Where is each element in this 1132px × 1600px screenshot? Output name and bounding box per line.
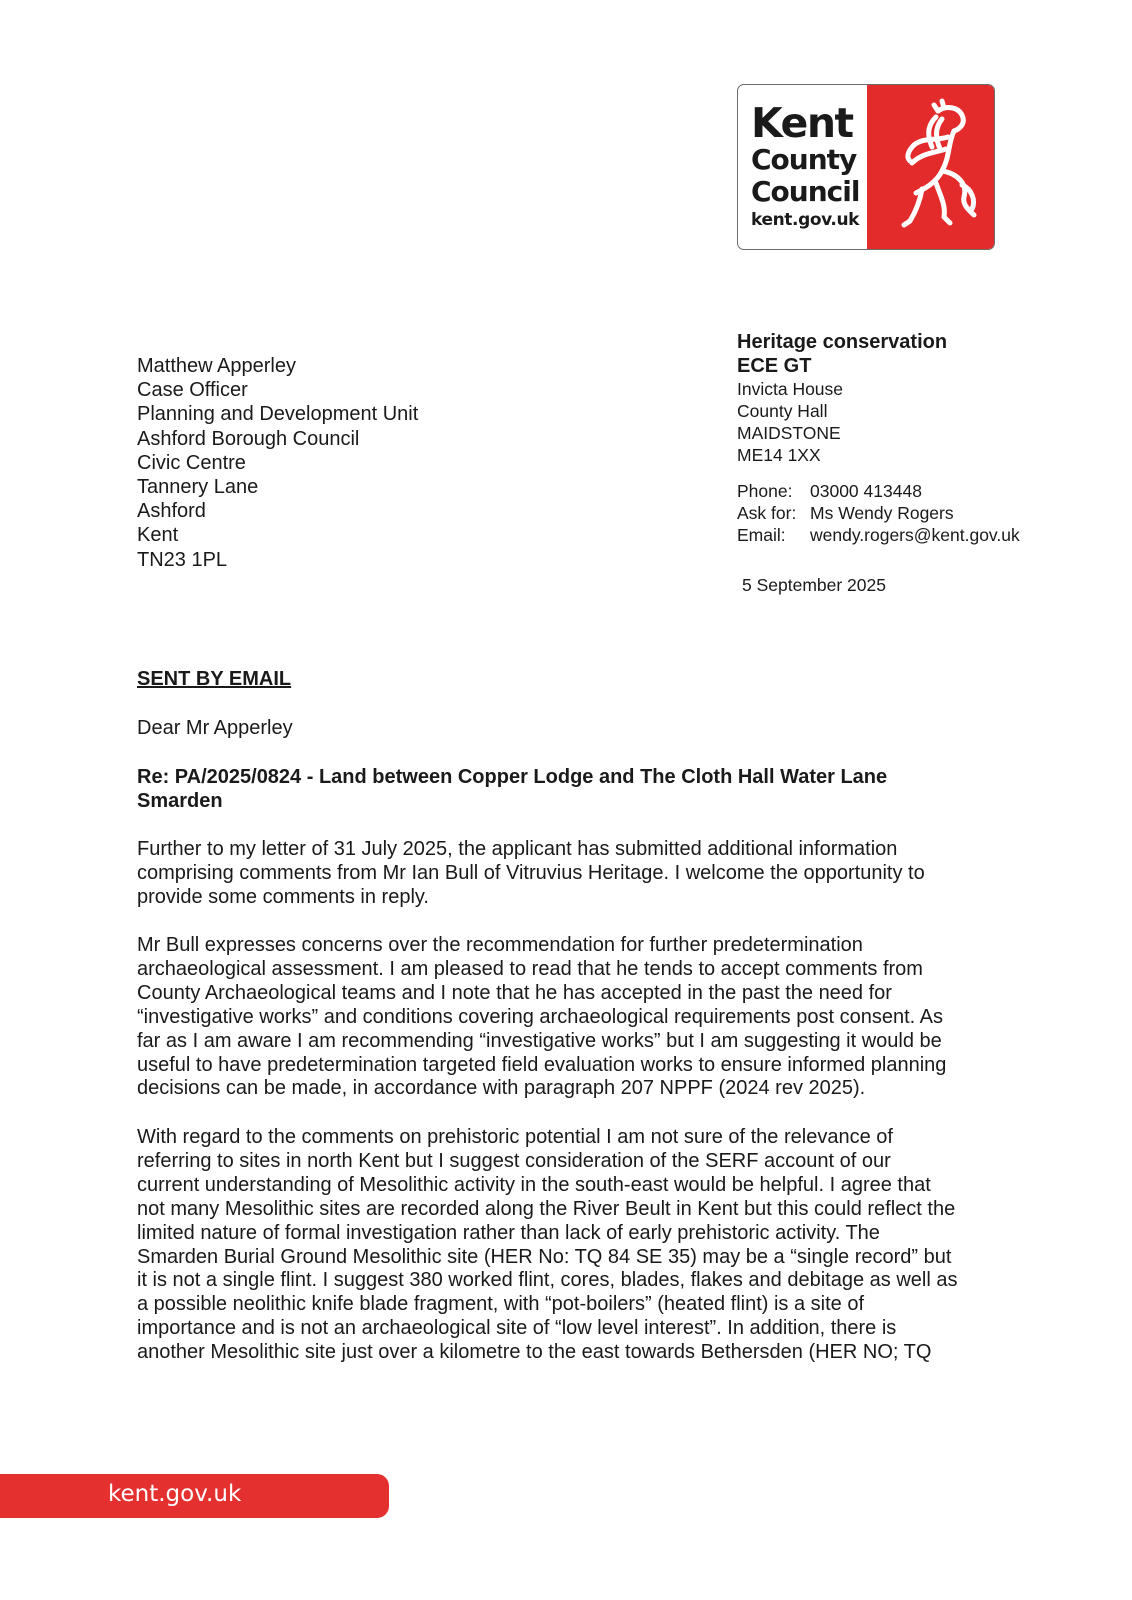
white-horse-icon (876, 97, 986, 237)
paragraph-line: limited nature of formal investigation rather than lack of early prehistoric activity. The (137, 1221, 880, 1244)
paragraph-line: With regard to the comments on prehistoric potential I am not sure of the relevance of (137, 1126, 893, 1148)
logo-url: kent.gov.uk (751, 210, 860, 230)
logo-wordmark (738, 85, 867, 249)
subject-line-2: Smarden (137, 790, 223, 812)
sender-phone-row (737, 480, 1020, 502)
logo-emblem-panel (867, 85, 994, 249)
paragraph-line: it is not a single flint. I suggest 380 worked flint, cores, blades, flakes and debitage as well as (137, 1269, 958, 1292)
paragraph-line: a possible neolithic knife blade fragment, with “pot-boilers” (heated flint) is a site of (137, 1293, 865, 1316)
logo-word-county: County (751, 143, 857, 176)
sender-askfor-row (737, 502, 1020, 524)
sender-hall: County Hall (737, 401, 828, 421)
recipient-role: Case Officer (137, 379, 248, 402)
recipient-postcode: TN23 1PL (137, 548, 228, 571)
paragraph-line: County Archaeological teams and I note that he has accepted in the past the need for (137, 981, 892, 1004)
logo-word-kent: Kent (751, 99, 853, 147)
recipient-street: Tannery Lane (137, 476, 259, 499)
paragraph-2 (137, 934, 1007, 1101)
paragraph-line: far as I am aware I am recommending “investigative works” but I am suggesting it would be (137, 1029, 942, 1052)
sender-town: MAIDSTONE (737, 423, 841, 443)
phone-label: Phone: (737, 481, 793, 501)
sender-building: Invicta House (737, 379, 844, 399)
paragraph-line: comprising comments from Mr Ian Bull of Vitruvius Heritage. I welcome the opportunity to (137, 861, 925, 884)
paragraph-line: importance and is not an archaeological site of “low level interest”. In addition, there is (137, 1317, 897, 1340)
sent-by-email-heading: SENT BY EMAIL (137, 668, 292, 690)
paragraph-line: useful to have predetermination targeted field evaluation works to ensure informed planning (137, 1053, 947, 1076)
paragraph-1 (137, 838, 1007, 910)
footer-url: kent.gov.uk (108, 1481, 242, 1507)
paragraph-line: not many Mesolithic sites are recorded along the River Beult in Kent but this could reflect the (137, 1197, 956, 1220)
askfor-value: Ms Wendy Rogers (810, 503, 954, 523)
paragraph-line: another Mesolithic site just over a kilometre to the east towards Bethersden (HER NO; TQ (137, 1341, 932, 1364)
salutation: Dear Mr Apperley (137, 717, 293, 739)
logo-word-council: Council (751, 175, 860, 208)
paragraph-line: Mr Bull expresses concerns over the recommendation for further predetermination (137, 934, 863, 956)
recipient-town: Ashford (137, 500, 206, 523)
sender-team: ECE GT (737, 355, 812, 377)
phone-value: 03000 413448 (810, 481, 922, 501)
paragraph-line: Smarden Burial Ground Mesolithic site (HER No: TQ 84 SE 35) may be a “single record” but (137, 1245, 952, 1268)
paragraph-line: Further to my letter of 31 July 2025, the applicant has submitted additional information (137, 838, 898, 860)
sender-postcode: ME14 1XX (737, 445, 821, 465)
paragraph-line: referring to sites in north Kent but I suggest consideration of the SERF account of our (137, 1149, 891, 1172)
recipient-name: Matthew Apperley (137, 355, 296, 377)
recipient-council: Ashford Borough Council (137, 427, 360, 450)
footer-bar (0, 1474, 389, 1518)
paragraph-line: “investigative works” and conditions covering archaeological requirements post consent. As (137, 1005, 943, 1028)
sender-department: Heritage conservation (737, 331, 948, 353)
recipient-unit: Planning and Development Unit (137, 403, 419, 426)
paragraph-line: provide some comments in reply. (137, 885, 429, 908)
paragraph-3 (137, 1126, 1007, 1365)
kent-county-council-logo (737, 84, 995, 250)
recipient-address (137, 354, 418, 572)
paragraph-line: archaeological assessment. I am pleased to read that he tends to accept comments from (137, 957, 923, 980)
sender-email-row (737, 524, 1020, 546)
email-label: Email: (737, 525, 786, 545)
subject-line (137, 765, 967, 813)
paragraph-line: decisions can be made, in accordance with paragraph 207 NPPF (2024 rev 2025). (137, 1077, 866, 1100)
askfor-label: Ask for: (737, 503, 797, 523)
sender-address (737, 330, 1020, 546)
recipient-building: Civic Centre (137, 451, 246, 474)
letter-date: 5 September 2025 (742, 575, 886, 595)
email-value: wendy.rogers@kent.gov.uk (810, 525, 1020, 545)
subject-line-1: Re: PA/2025/0824 - Land between Copper Lodge and The Cloth Hall Water Lane (137, 766, 888, 788)
paragraph-line: current understanding of Mesolithic activity in the south-east would be helpful. I agree that (137, 1173, 931, 1196)
recipient-county: Kent (137, 524, 179, 547)
